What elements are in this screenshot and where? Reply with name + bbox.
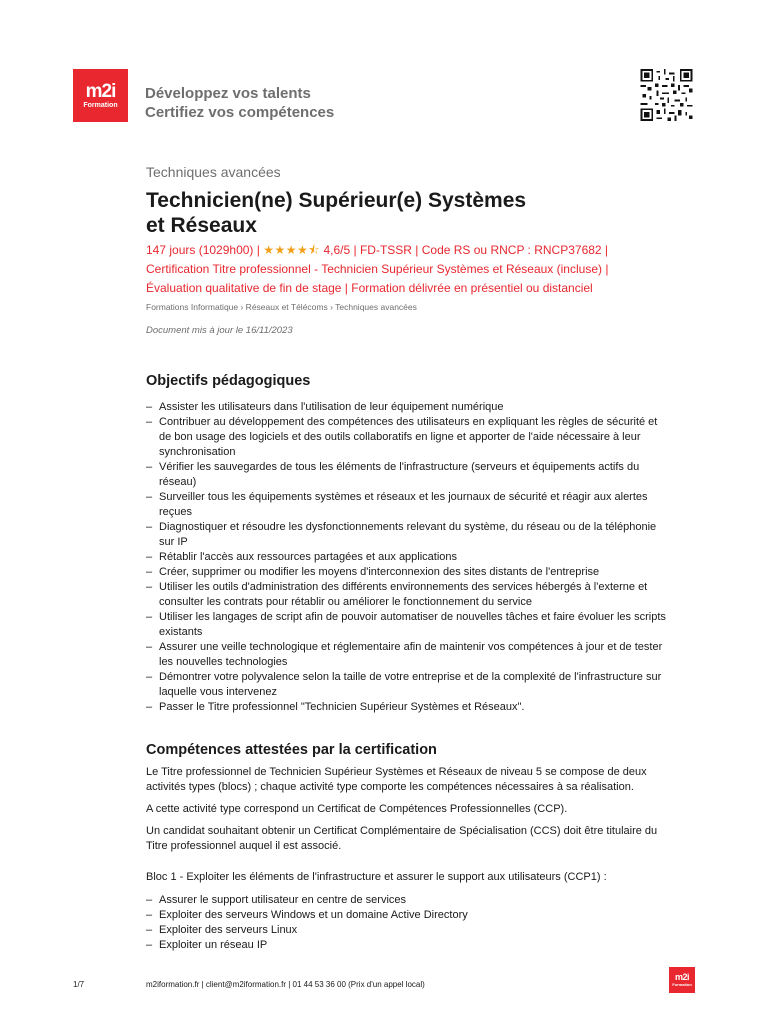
footer-logo [669, 967, 695, 993]
objectives-heading: Objectifs pédagogiques [146, 373, 311, 389]
bloc1-title: Bloc 1 - Exploiter les éléments de l'infrastructure et assurer le support aux utilisateurs (CCP1) : [146, 871, 607, 883]
objective-item: – Vérifier les sauvegardes de tous les éléments de l'infrastructure (serveurs et équipements actifs du réseau) [146, 460, 666, 490]
meta-line3: Évaluation qualitative de fin de stage | Formation délivrée en présentiel ou distanciel [146, 281, 593, 295]
m2i-logo [73, 69, 128, 122]
competences-section [146, 741, 666, 953]
tagline [145, 84, 334, 122]
objective-item: – Surveiller tous les équipements systèmes et réseaux et les journaux de sécurité et réagir aux alertes reçues [146, 490, 666, 520]
course-title [146, 188, 666, 238]
objective-item: – Passer le Titre professionnel "Technicien Supérieur Systèmes et Réseaux". [146, 700, 666, 715]
course-content [146, 162, 666, 953]
footer-logo-sub: Formation [672, 982, 692, 987]
course-title-line1: Technicien(ne) Supérieur(e) Systèmes [146, 189, 527, 212]
footer-contact[interactable]: m2iformation.fr | client@m2iformation.fr | 01 44 53 36 00 (Prix d'un appel local) [146, 980, 425, 989]
logo-mark: m2i [85, 81, 116, 102]
meta-line1 [146, 241, 666, 260]
competence-item: – Exploiter des serveurs Linux [146, 923, 666, 938]
rating-stars-icon: ★★★★⯪ [263, 243, 321, 257]
objective-item: – Créer, supprimer ou modifier les moyens d'interconnexion des sites distants de l'entreprise [146, 565, 666, 580]
page-number: 1/7 [73, 980, 85, 989]
course-category: Techniques avancées [146, 164, 281, 180]
competences-heading: Compétences attestées par la certification [146, 742, 437, 758]
qr-code-icon[interactable] [639, 69, 694, 121]
objective-item: – Rétablir l'accès aux ressources partagées et aux applications [146, 550, 666, 565]
objective-item: – Démontrer votre polyvalence selon la taille de votre entreprise et de la complexité de l'infrastructure sur laquelle vous intervenez [146, 670, 666, 700]
competence-item: – Exploiter un réseau IP [146, 938, 666, 953]
objective-item: – Assurer une veille technologique et réglementaire afin de maintenir vos compétences à jour et de tester les nouvelles technologies [146, 640, 666, 670]
tagline-line1: Développez vos talents [145, 85, 311, 102]
competences-intro: Le Titre professionnel de Technicien Supérieur Systèmes et Réseaux de niveau 5 se compose de deux activités types (blocs) ; chaque activité type comporte les compétences nécessaires à sa réalisation. [146, 766, 647, 793]
course-title-line2: et Réseaux [146, 214, 257, 237]
competence-item: – Exploiter des serveurs Windows et un domaine Active Directory [146, 908, 666, 923]
course-duration: 147 jours (1029h00) | [146, 243, 260, 257]
competences-ccs: Un candidat souhaitant obtenir un Certificat Complémentaire de Spécialisation (CCS) doit être titulaire du Titre professionnel auquel il est associé. [146, 825, 658, 852]
objectives-section [146, 372, 666, 715]
tagline-line2: Certifiez vos compétences [145, 104, 335, 121]
objective-item: – Assister les utilisateurs dans l'utilisation de leur équipement numérique [146, 400, 666, 415]
objective-item: – Utiliser les outils d'administration des différents environnements des services hébergés à l'externe et consulter les contrats pour rétablir ou améliorer le fonctionnement du service [146, 580, 666, 610]
objectives-list [146, 400, 666, 715]
meta-line2: Certification Titre professionnel - Technicien Supérieur Systèmes et Réseaux (incluse) | [146, 262, 609, 276]
logo-sub: Formation [83, 102, 118, 109]
objective-item: – Diagnostiquer et résoudre les dysfonctionnements relevant du système, du réseau ou de la téléphonie sur IP [146, 520, 666, 550]
competences-ccp: A cette activité type correspond un Certificat de Compétences Professionnelles (CCP). [146, 803, 568, 815]
objective-item: – Utiliser les langages de script afin de pouvoir automatiser de nouvelles tâches et faire évoluer les scripts existants [146, 610, 666, 640]
course-codes: | FD-TSSR | Code RS ou RNCP : RNCP37682 | [353, 243, 609, 257]
breadcrumb[interactable]: Formations Informatique › Réseaux et Télécoms › Techniques avancées [146, 302, 417, 312]
update-date: Document mis à jour le 16/11/2023 [146, 325, 293, 336]
bloc1-list [146, 893, 666, 953]
course-meta [146, 241, 666, 298]
footer-logo-mark: m2i [674, 972, 689, 982]
competence-item: – Assurer le support utilisateur en centre de services [146, 893, 666, 908]
course-rating: 4,6/5 [323, 243, 351, 257]
objective-item: – Contribuer au développement des compétences des utilisateurs en expliquant les règles de sécurité et de bon usage des logiciels et des outils collaboratifs en ligne et apporter de l'aide nécessaire à leur synchronisation [146, 415, 666, 460]
